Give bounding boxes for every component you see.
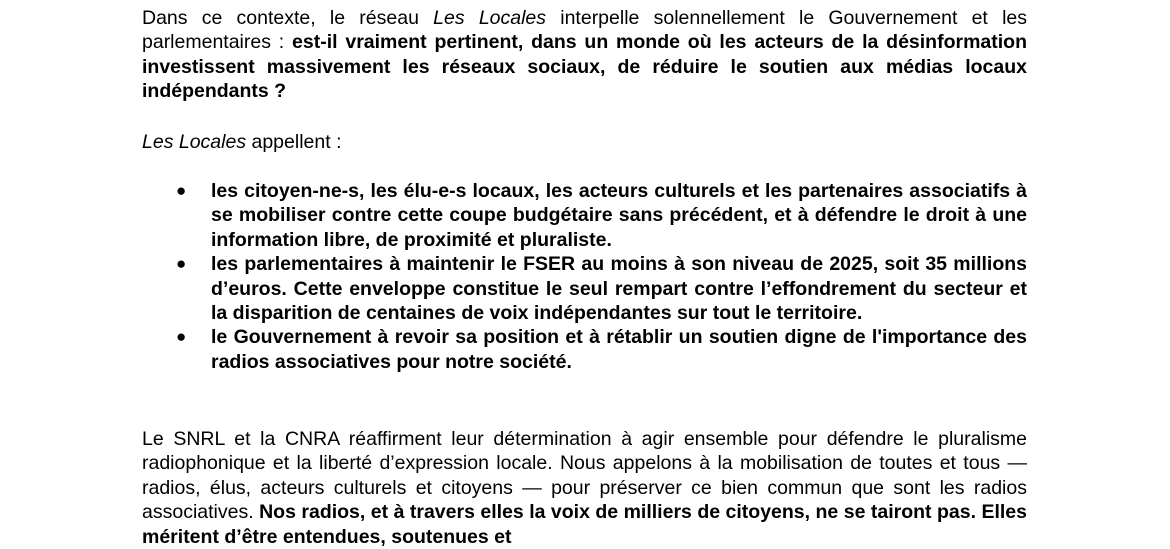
list-item xyxy=(142,325,1027,374)
list-item-text: le Gouvernement à revoir sa position et à rétablir un soutien digne de l'importance des radios associatives pour notre société. xyxy=(211,326,1027,373)
list-item-text: les parlementaires à maintenir le FSER au moins à son niveau de 2025, soit 35 millions d’euros. Cette enveloppe constitue le seul rempart contre l’effondrement du secteur et la disparition de centaines de voix indépendantes sur tout le territoire. xyxy=(211,253,1027,325)
paragraph-conclusion xyxy=(142,427,1027,549)
bold-statement: Nos radios, et à travers elles la voix de milliers de citoyens, ne se tairont pas. Elles méritent d’être entendues, soutenues et xyxy=(142,501,1027,548)
list-item xyxy=(142,179,1027,252)
network-name: Les Locales xyxy=(433,7,547,29)
bullet-icon: ● xyxy=(176,327,187,347)
bullet-icon: ● xyxy=(176,181,187,200)
text-segment: Le SNRL et la CNRA réaffirment leur détermination à agir ensemble pour défendre le pluralisme radiophonique et la liberté d’expression locale. Nous appelons à la mobilisation de toutes et tous — radios, élus, acteurs culturels et citoyens — pour préserver ce bien commun que sont les radios associatives. xyxy=(142,428,1027,524)
text-segment: appellent : xyxy=(246,131,342,153)
paragraph-context xyxy=(142,6,1027,104)
list-item xyxy=(142,252,1027,325)
text-segment: interpelle solennellement le Gouvernement et les parlementaires : xyxy=(142,7,1027,54)
list-item-text: les citoyen-ne-s, les élu-e-s locaux, les acteurs culturels et les partenaires associatifs à se mobiliser contre cette coupe budgétaire sans précédent, et à défendre le droit à une information libre, de proximité et pluraliste. xyxy=(211,180,1027,251)
text-segment: Dans ce contexte, le réseau xyxy=(142,7,434,29)
network-name: Les Locales xyxy=(142,131,247,153)
paragraph-call xyxy=(142,130,1027,154)
appeal-list xyxy=(142,179,1027,374)
bullet-icon: ● xyxy=(176,254,187,274)
key-question: est-il vraiment pertinent, dans un monde où les acteurs de la désinformation investissent massivement les réseaux sociaux, de réduire le soutien aux médias locaux indépendants ? xyxy=(142,31,1028,103)
